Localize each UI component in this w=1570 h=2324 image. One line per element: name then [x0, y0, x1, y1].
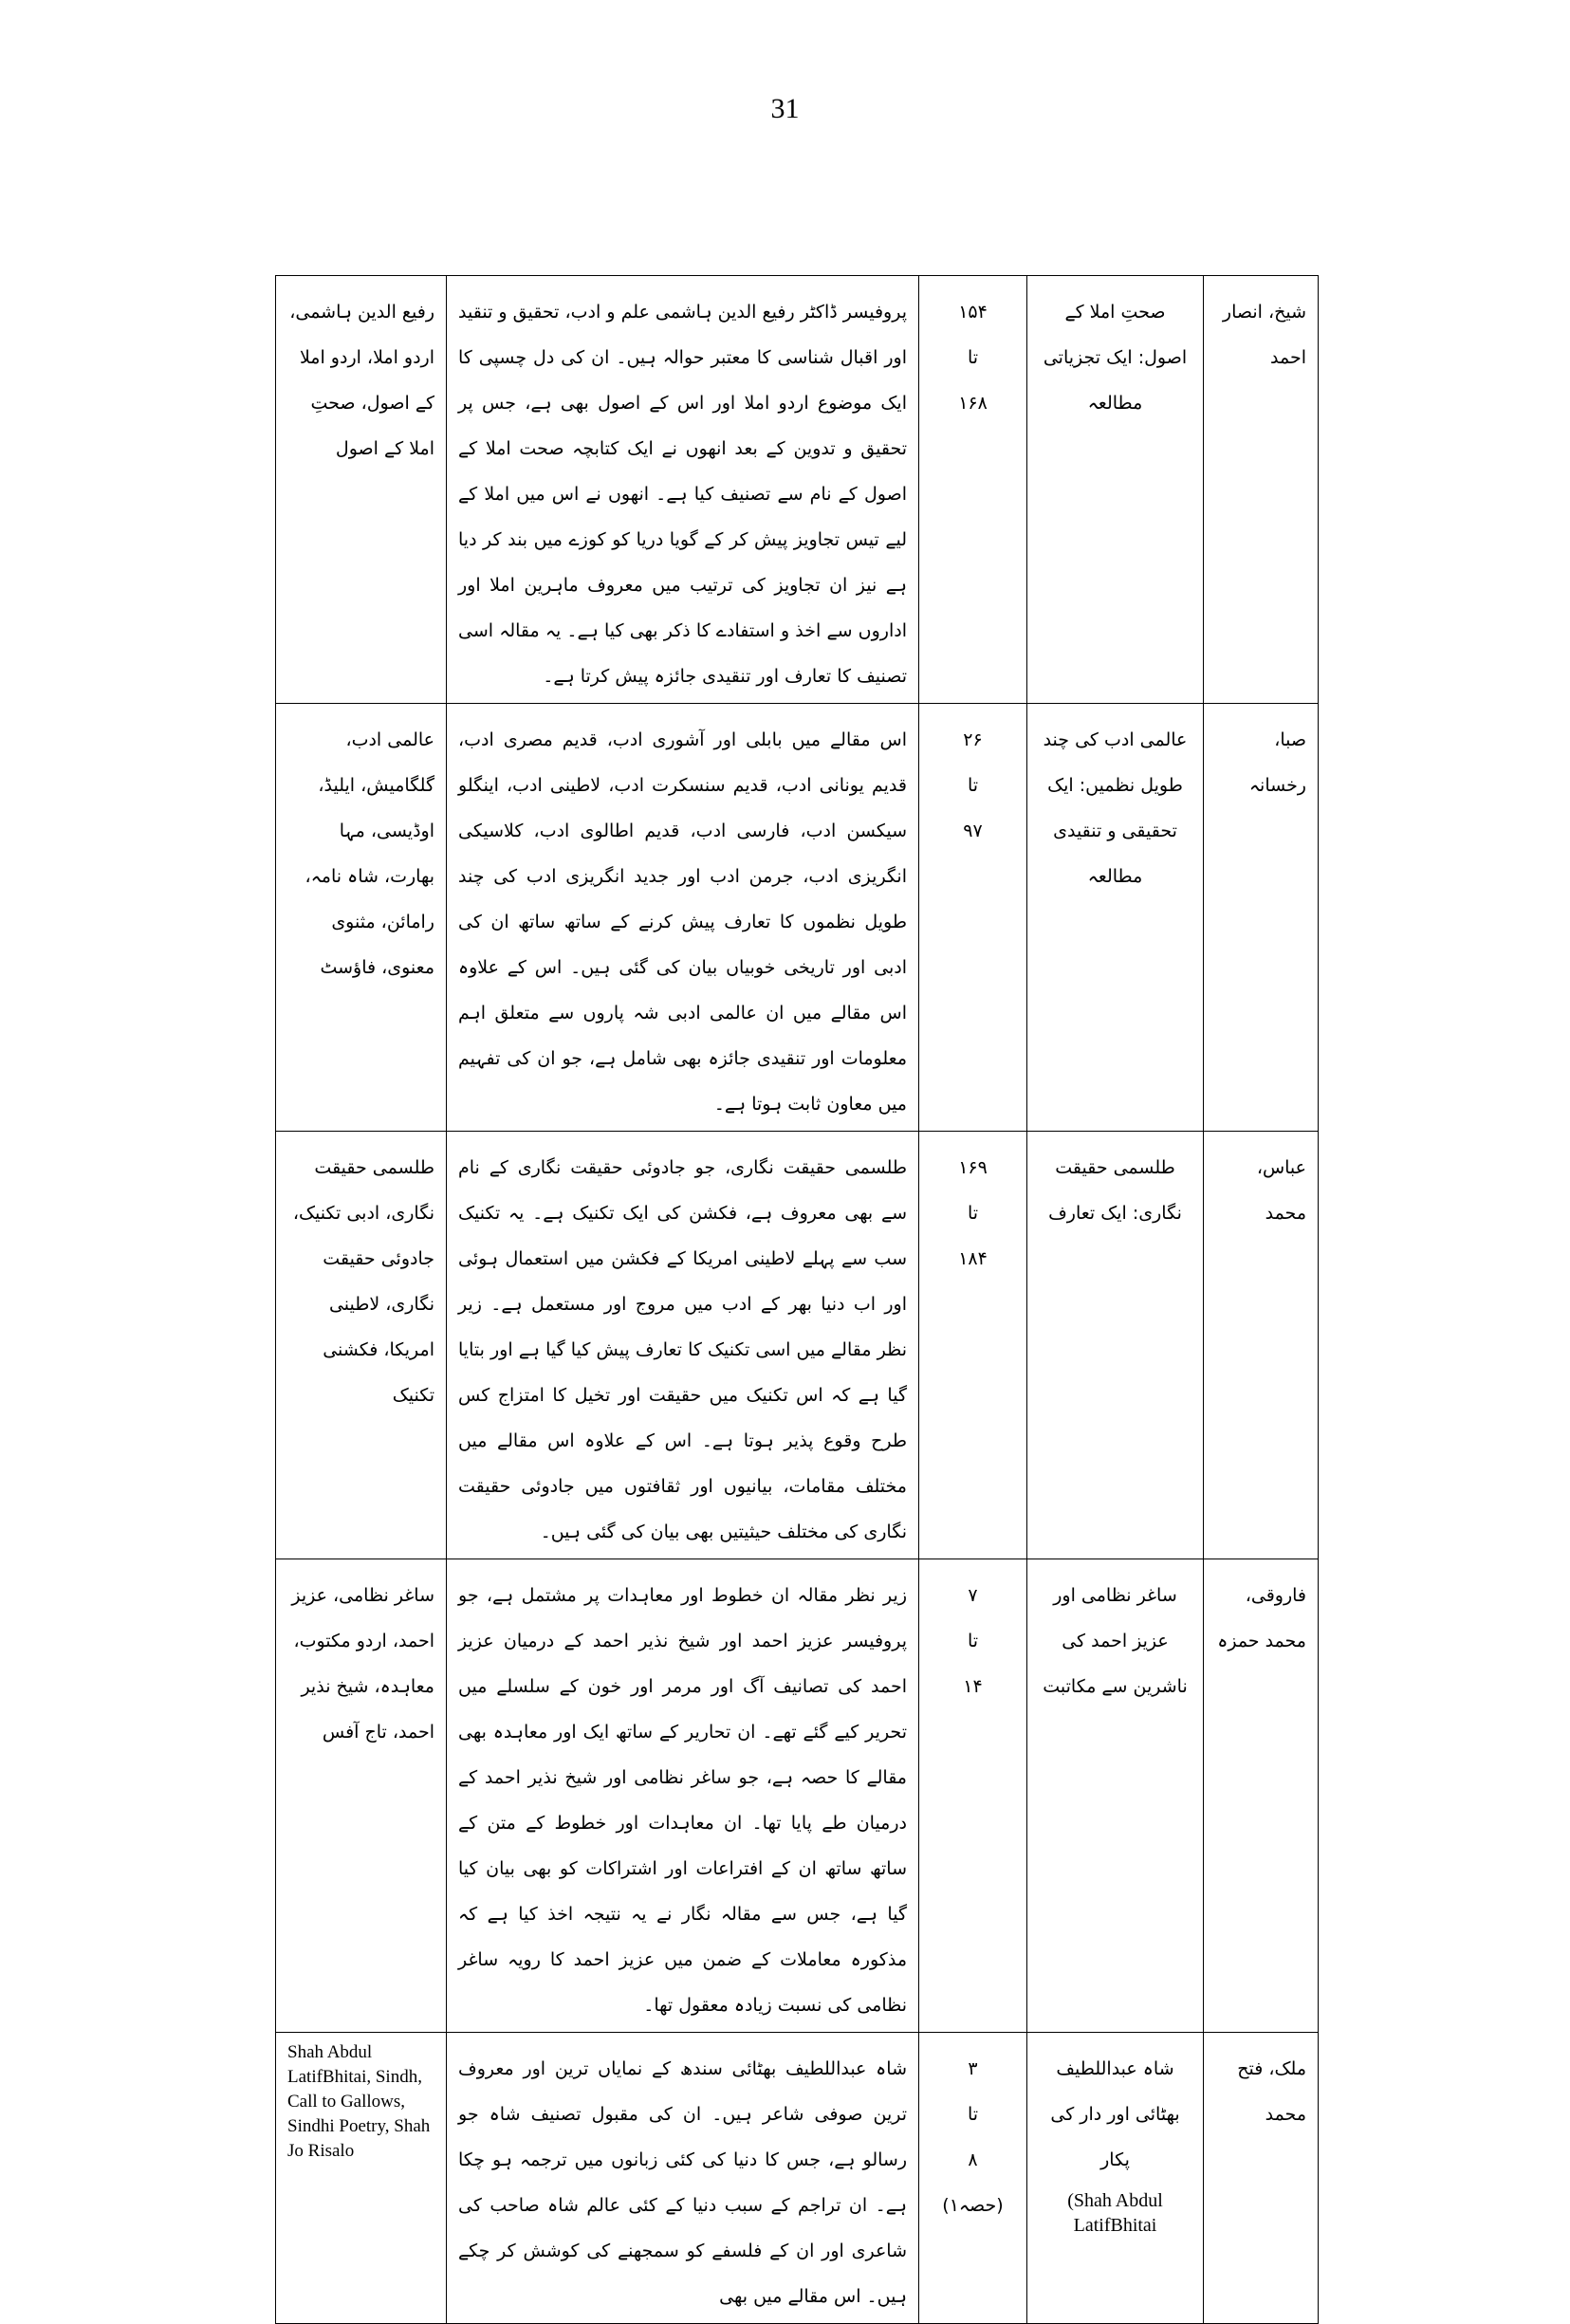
abstract-cell: شاہ عبداللطیف بھٹائی سندھ کے نمایاں ترین اور معروف ترین صوفی شاعر ہیں۔ ان کی مقبول تصنیف شاہ جو رسالو ہے، جس کا دنیا کی کئی زبانوں میں ترجمہ ہو چکا ہے۔ ان تراجم کے سبب دنیا کے کئی عالم شاہ صاحب کی شاعری اور ان کے فلسفے کو سمجھنے کی کوشش کر چکے ہیں۔ اس مقالے میں بھی	[447, 2033, 919, 2324]
page-start: ۱۵۴	[958, 302, 988, 323]
pages-cell	[919, 704, 1027, 1132]
title-urdu: شاہ عبداللطیف بھٹائی اور دار کی پکار	[1050, 2058, 1180, 2170]
table-row	[276, 1132, 1319, 1559]
author-cell: ملک، فتح محمد	[1204, 2033, 1319, 2324]
page-number: 31	[770, 93, 800, 124]
title-english: (Shah Abdul LatifBhitai	[1067, 2190, 1163, 2236]
title-cell	[1027, 2033, 1204, 2324]
page-start: ۷	[968, 1585, 978, 1606]
pages-cell	[919, 1132, 1027, 1559]
title-cell: عالمی ادب کی چند طویل نظمیں: ایک تحقیقی و تنقیدی مطالعہ	[1027, 704, 1204, 1132]
keywords-cell: طلسمی حقیقت نگاری، ادبی تکنیک، جادوئی حقیقت نگاری، لاطینی امریکا، فکشنی تکنیک	[276, 1132, 447, 1559]
pages-cell	[919, 2033, 1027, 2324]
keywords-cell: رفیع الدین ہاشمی، اردو املا، اردو املا کے اصول، صحتِ املا کے اصول	[276, 276, 447, 704]
keywords-cell: عالمی ادب، گلگامیش، ایلیڈ، اوڈیسی، مہا بھارت، شاہ نامہ، رامائن، مثنوی معنوی، فاؤسٹ	[276, 704, 447, 1132]
title-cell: صحتِ املا کے اصول: ایک تجزیاتی مطالعہ	[1027, 276, 1204, 704]
page-end: ۱۸۴	[958, 1248, 988, 1269]
abstract-cell: طلسمی حقیقت نگاری، جو جادوئی حقیقت نگاری کے نام سے بھی معروف ہے، فکشن کی ایک تکنیک ہے۔ یہ تکنیک سب سے پہلے لاطینی امریکا کے فکشن میں استعمال ہوئی اور اب دنیا بھر کے ادب میں مروج اور مستعمل ہے۔ زیر نظر مقالے میں اسی تکنیک کا تعارف پیش کیا گیا ہے اور بتایا گیا ہے کہ اس تکنیک میں حقیقت اور تخیل کا امتزاج کس طرح وقوع پذیر ہوتا ہے۔ اس کے علاوہ اس مقالے میں مختلف مقامات، بیانیوں اور ثقافتوں میں جادوئی حقیقت نگاری کی مختلف حیثیتیں بھی بیان کی گئی ہیں۔	[447, 1132, 919, 1559]
title-cell: طلسمی حقیقت نگاری: ایک تعارف	[1027, 1132, 1204, 1559]
pages-cell	[919, 1559, 1027, 2033]
table-row	[276, 704, 1319, 1132]
abstract-cell: پروفیسر ڈاکٹر رفیع الدین ہاشمی علم و ادب، تحقیق و تنقید اور اقبال شناسی کا معتبر حوالہ ہیں۔ ان کی دل چسپی کا ایک موضوع اردو املا اور اس کے اصول بھی ہے، جس پر تحقیق و تدوین کے بعد انھوں نے ایک کتابچہ صحت املا کے اصول کے نام سے تصنیف کیا ہے۔ انھوں نے اس میں املا کے لیے تیس تجاویز پیش کر کے گویا دریا کو کوزے میں بند کر دیا ہے نیز ان تجاویز کی ترتیب میں معروف ماہرین املا اور اداروں سے اخذ و استفادے کا ذکر بھی کیا ہے۔ یہ مقالہ اسی تصنیف کا تعارف اور تنقیدی جائزہ پیش کرتا ہے۔	[447, 276, 919, 704]
page-start: ۳	[968, 2058, 978, 2079]
keywords-cell: ساغر نظامی، عزیز احمد، اردو مکتوب، معاہدہ، شیخ نذیر احمد، تاج آفس	[276, 1559, 447, 2033]
abstract-cell: اس مقالے میں بابلی اور آشوری ادب، قدیم مصری ادب، قدیم یونانی ادب، قدیم سنسکرت ادب، لاطینی ادب، اینگلو سیکسن ادب، فارسی ادب، قدیم اطالوی ادب، کلاسیکی انگریزی ادب، جرمن ادب اور جدید انگریزی ادب کی چند طویل نظموں کا تعارف پیش کرنے کے ساتھ ساتھ ان کی ادبی اور تاریخی خوبیاں بیان کی گئی ہیں۔ اس کے علاوہ اس مقالے میں ان عالمی ادبی شہ پاروں سے متعلق اہم معلومات اور تنقیدی جائزہ بھی شامل ہے، جو ان کی تفہیم میں معاون ثابت ہوتا ہے۔	[447, 704, 919, 1132]
bibliography-table	[275, 275, 1319, 2324]
page-end: ۱۶۸	[958, 393, 988, 414]
page-separator: تا	[967, 347, 979, 368]
table-row	[276, 1559, 1319, 2033]
author-cell: عباس، محمد	[1204, 1132, 1319, 1559]
table-row	[276, 276, 1319, 704]
page-start: ۲۶	[963, 729, 983, 750]
page-part: (حصہ۱)	[942, 2195, 1004, 2216]
page-end: ۸	[968, 2149, 978, 2170]
title-cell: ساغر نظامی اور عزیز احمد کی ناشرین سے مکاتبت	[1027, 1559, 1204, 2033]
table-row	[276, 2033, 1319, 2324]
page-separator: تا	[967, 1631, 979, 1651]
abstract-cell: زیر نظر مقالہ ان خطوط اور معاہدات پر مشتمل ہے، جو پروفیسر عزیز احمد اور شیخ نذیر احمد کے درمیان عزیز احمد کی تصانیف آگ اور مرمر اور خون کے سلسلے میں تحریر کیے گئے تھے۔ ان تحاریر کے ساتھ ایک اور معاہدہ بھی مقالے کا حصہ ہے، جو ساغر نظامی اور شیخ نذیر احمد کے درمیان طے پایا تھا۔ ان معاہدات اور خطوط کے متن کے ساتھ ساتھ ان کے افتراعات اور اشتراکات کو بھی بیان کیا گیا ہے، جس سے مقالہ نگار نے یہ نتیجہ اخذ کیا ہے کہ مذکورہ معاملات کے ضمن میں عزیز احمد کا رویہ ساغر نظامی کی نسبت زیادہ معقول تھا۔	[447, 1559, 919, 2033]
page-separator: تا	[967, 2104, 979, 2125]
page-start: ۱۶۹	[958, 1157, 988, 1178]
author-cell: فاروقی، محمد حمزہ	[1204, 1559, 1319, 2033]
page-separator: تا	[967, 775, 979, 796]
author-cell: شیخ، انصار احمد	[1204, 276, 1319, 704]
pages-cell	[919, 276, 1027, 704]
page-end: ۹۷	[963, 821, 983, 841]
page-separator: تا	[967, 1203, 979, 1224]
keywords-cell: Shah Abdul LatifBhitai, Sindh, Call to Gallows, Sindhi Poetry, Shah Jo Risalo	[276, 2033, 447, 2324]
author-cell: صبا، رخسانہ	[1204, 704, 1319, 1132]
page-end: ۱۴	[963, 1676, 983, 1697]
